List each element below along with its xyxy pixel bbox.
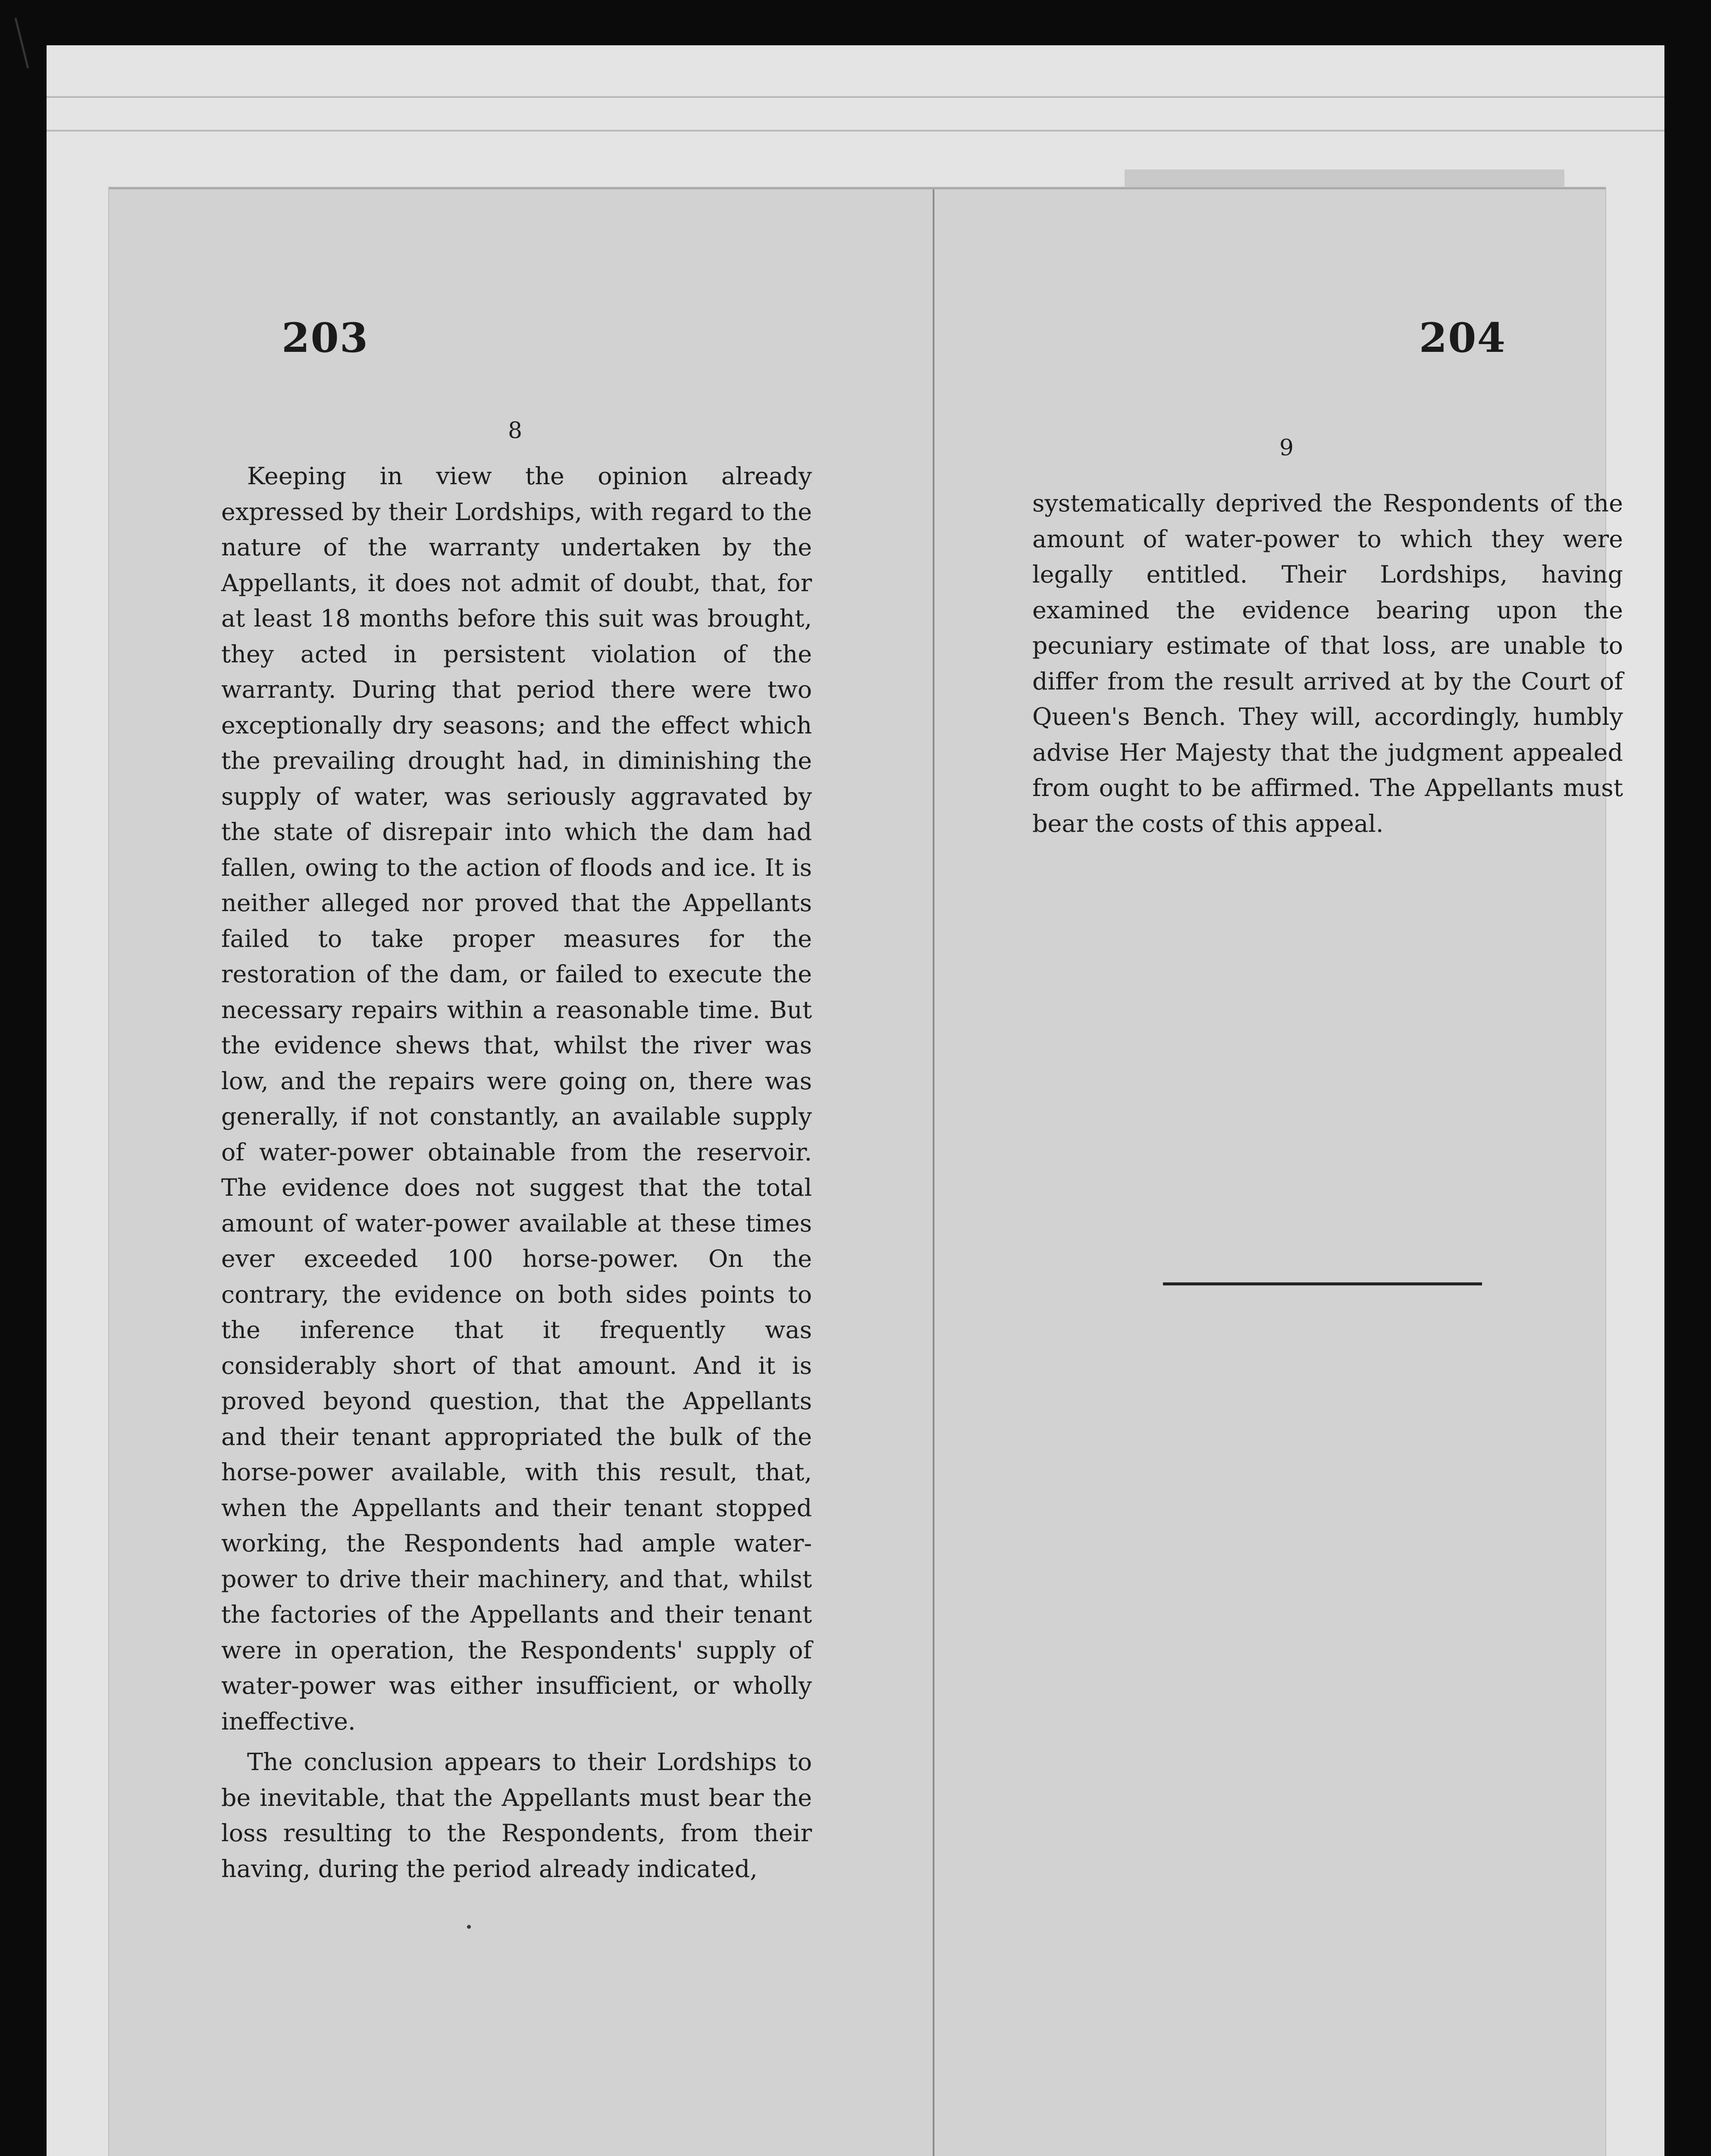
film-edge-mark (15, 18, 29, 69)
document-sheet (109, 188, 1623, 2156)
strip-line-top (47, 96, 1664, 98)
left-page-body (221, 459, 812, 1887)
paragraph: systematically deprived the Respondents of the amount of water-power to which they were legally entitled. Their Lordships, having examined the evidence bearing upon the pecuniary estimate of that loss, are unable to differ from the result arrived at by the Court of Queen's Bench. They will, accordingly, humbly advise Her Majesty that the judgment appealed from ought to be affirmed. The Appellants must bear the costs of this appeal. (1032, 489, 1623, 838)
microfilm-frame (47, 45, 1664, 2156)
folio-number-left: 203 (282, 314, 369, 362)
folio-number-right: 204 (1419, 314, 1506, 362)
right-page (934, 189, 1623, 2156)
left-page (109, 189, 933, 2156)
strip-line-second (47, 130, 1664, 132)
page-number-left: 8 (508, 418, 523, 444)
paragraph: Keeping in view the opinion already expressed by their Lordships, with regard to the nature of the warranty undertaken by the Appellants, it does not admit of doubt, that, for at least 18 months before this suit was brought, they acted in persistent violation of the warranty. During that period there were two exceptionally dry seasons; and the effect which the prevailing drought had, in diminishing the supply of water, was seriously aggravated by the state of disrepair into which the dam had fallen, owing to the action of floods and ice. It is neither alleged nor proved that the Appellants failed to take proper measures for the restoration of the dam, or failed to execute the necessary repairs within a reasonable time. But the evidence shews that, whilst the river was low, and the repairs were going on, there was generally, if not constantly, an available supply of water-power obtainable from the reservoir. The evidence does not suggest that the total amount of water-power available at these times ever exceeded 100 horse-power. On the contrary, the evidence on both sides points to the inference that it frequently was considerably short of that amount. And it is proved beyond question, that the Appellants and their tenant appropriated the bulk of the horse-power available, with this result, that, when the Appellants and their tenant stopped working, the Respondents had ample water-power to drive their machinery, and that, whilst the factories of the Appellants and their tenant were in operation, the Respondents' supply of water-power was either insufficient, or wholly ineffective. (221, 462, 812, 1736)
page-number-right: 9 (1279, 435, 1294, 461)
ink-speck (467, 1925, 471, 1929)
right-page-body (1032, 486, 1623, 842)
paragraph: The conclusion appears to their Lordships to be inevitable, that the Appellants must bear the loss resulting to the Respondents, from their having, during the period already indicated, (221, 1748, 812, 1883)
end-rule (1163, 1282, 1482, 1285)
